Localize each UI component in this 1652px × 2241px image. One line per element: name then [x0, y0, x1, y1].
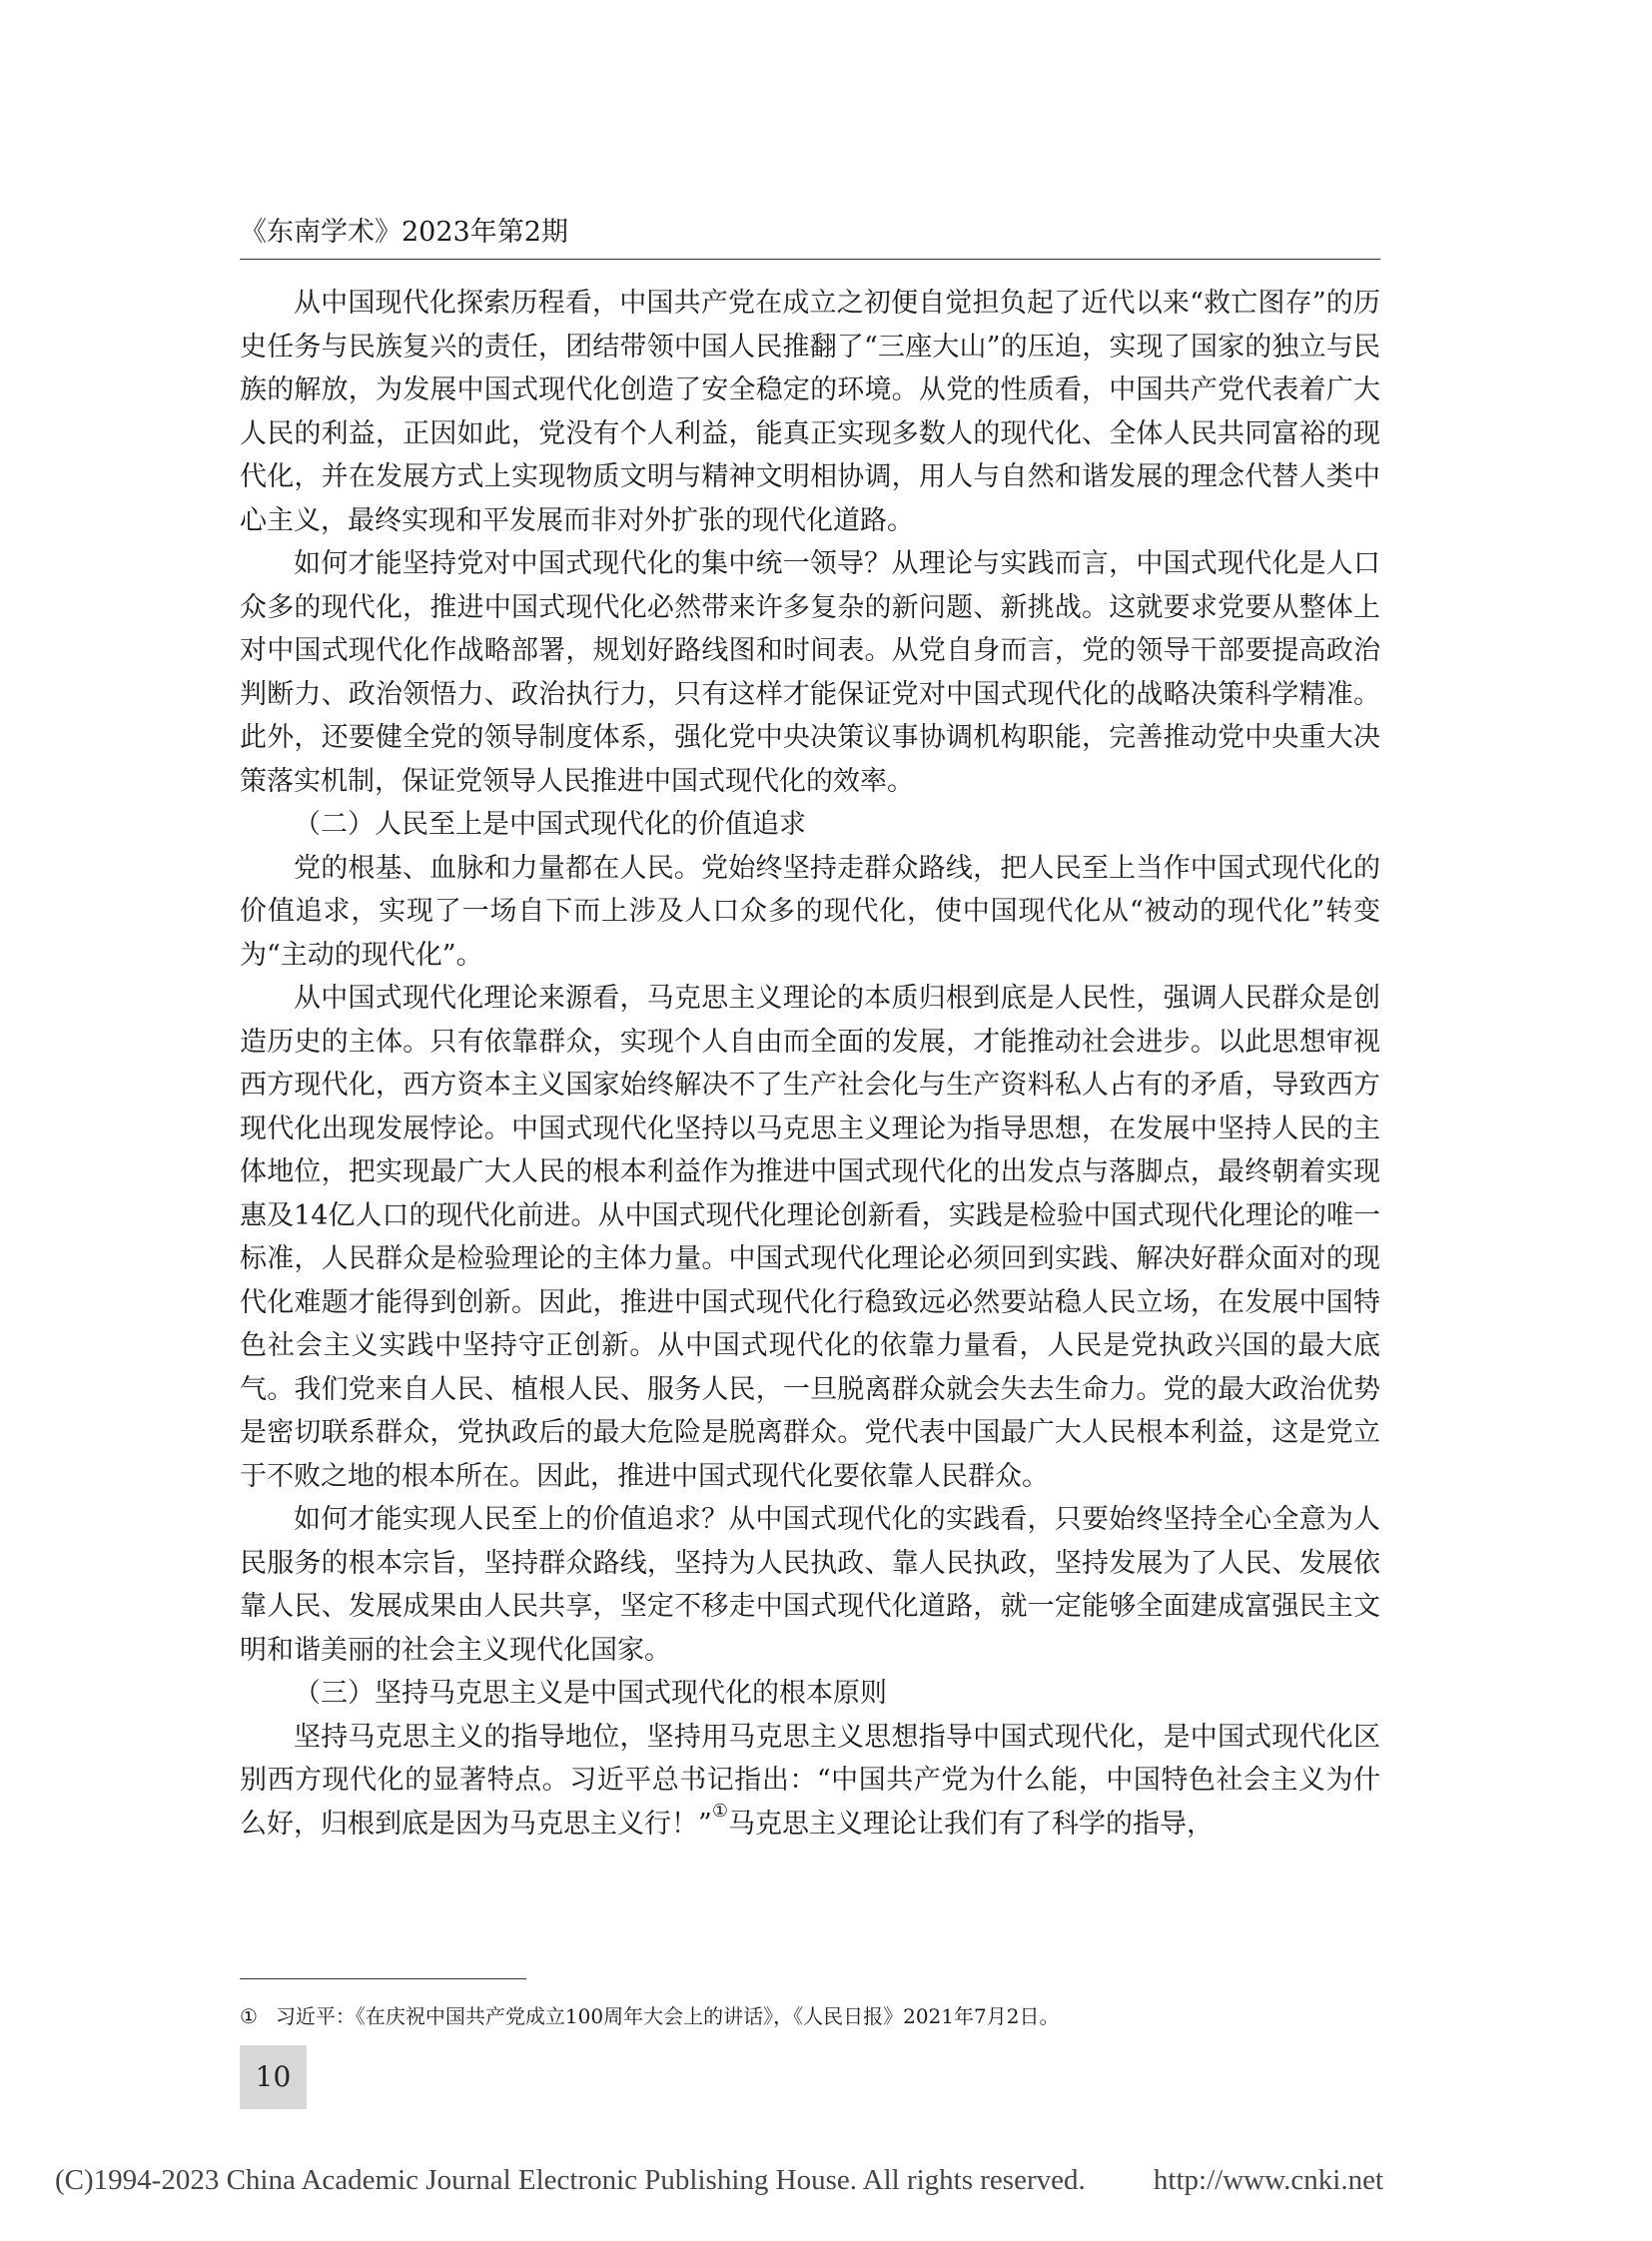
footnote-text: 习近平：《在庆祝中国共产党成立100周年大会上的讲话》，《人民日报》2021年7月2日。 [275, 2004, 1060, 2028]
footnote-marker[interactable]: ① [711, 1800, 728, 1822]
running-head: 《东南学术》2023年第2期 [240, 217, 568, 248]
footnote [240, 2001, 1380, 2031]
page-number: 10 [240, 2045, 307, 2109]
paragraph: 党的根基、血脉和力量都在人民。党始终坚持走群众路线，把人民至上当作中国式现代化的价值追求，实现了一场自下而上涉及人口众多的现代化，使中国现代化从“被动的现代化”转变为“主动的现代化”。 [240, 852, 1380, 971]
copyright-line [55, 2164, 1383, 2197]
cnki-url[interactable]: http://www.cnki.net [1153, 2164, 1383, 2196]
header-rule [240, 259, 1380, 260]
copyright-text: (C)1994-2023 China Academic Journal Electronic Publishing House. All rights reserved. [55, 2164, 1086, 2196]
paragraph-text: 马克思主义理论让我们有了科学的指导， [727, 1808, 1214, 1840]
paragraph: 如何才能坚持党对中国式现代化的集中统一领导？从理论与实践而言，中国式现代化是人口众多的现代化，推进中国式现代化必然带来许多复杂的新问题、新挑战。这就要求党要从整体上对中国式现代化作战略部署，规划好路线图和时间表。从党自身而言，党的领导干部要提高政治判断力、政治领悟力、政治执行力，只有这样才能保证党对中国式现代化的战略决策科学精准。此外，还要健全党的领导制度体系，强化党中央决策议事协调机构职能，完善推动党中央重大决策落实机制，保证党领导人民推进中国式现代化的效率。 [240, 548, 1380, 797]
paragraph [240, 1716, 1380, 1847]
article-body [240, 282, 1380, 1846]
section-heading: （二）人民至上是中国式现代化的价值追求 [294, 809, 806, 840]
paragraph: 从中国现代化探索历程看，中国共产党在成立之初便自觉担负起了近代以来“救亡图存”的历史任务与民族复兴的责任，团结带领中国人民推翻了“三座大山”的压迫，实现了国家的独立与民族的解放，为发展中国式现代化创造了安全稳定的环境。从党的性质看，中国共产党代表着广大人民的利益，正因如此，党没有个人利益，能真正实现多数人的现代化、全体人民共同富裕的现代化，并在发展方式上实现物质文明与精神文明相协调，用人与自然和谐发展的理念代替人类中心主义，最终实现和平发展而非对外扩张的现代化道路。 [240, 288, 1380, 536]
paragraph: 从中国式现代化理论来源看，马克思主义理论的本质归根到底是人民性，强调人民群众是创造历史的主体。只有依靠群众，实现个人自由而全面的发展，才能推动社会进步。以此思想审视西方现代化，西方资本主义国家始终解决不了生产社会化与生产资料私人占有的矛盾，导致西方现代化出现发展悖论。中国式现代化坚持以马克思主义理论为指导思想，在发展中坚持人民的主体地位，把实现最广大人民的根本利益作为推进中国式现代化的出发点与落脚点，最终朝着实现惠及14亿人口的现代化前进。从中国式现代化理论创新看，实践是检验中国式现代化理论的唯一标准，人民群众是检验理论的主体力量。中国式现代化理论必须回到实践、解决好群众面对的现代化难题才能得到创新。因此，推进中国式现代化行稳致远必然要站稳人民立场，在发展中国特色社会主义实践中坚持守正创新。从中国式现代化的依靠力量看，人民是党执政兴国的最大底气。我们党来自人民、植根人民、服务人民，一旦脱离群众就会失去生命力。党的最大政治优势是密切联系群众，党执政后的最大危险是脱离群众。党代表中国最广大人民根本利益，这是党立于不败之地的根本所在。因此，推进中国式现代化要依靠人民群众。 [240, 983, 1380, 1492]
footnote-rule [240, 1978, 526, 1979]
paragraph-text: 坚持马克思主义的指导地位，坚持用马克思主义思想指导中国式现代化，是中国式现代化区别西方现代化的显著特点。习近平总书记指出：“中国共产党为什么能，中国特色社会主义为什么好，归根到底是因为马克思主义行！” [240, 1721, 1380, 1840]
section-heading: （三）坚持马克思主义是中国式现代化的根本原则 [294, 1678, 887, 1709]
footnote-number: ① [240, 2004, 258, 2028]
paragraph: 如何才能实现人民至上的价值追求？从中国式现代化的实践看，只要始终坚持全心全意为人民服务的根本宗旨，坚持群众路线，坚持为人民执政、靠人民执政，坚持发展为了人民、发展依靠人民、发展成果由人民共享，坚定不移走中国式现代化道路，就一定能够全面建成富强民主文明和谐美丽的社会主义现代化国家。 [240, 1504, 1380, 1666]
